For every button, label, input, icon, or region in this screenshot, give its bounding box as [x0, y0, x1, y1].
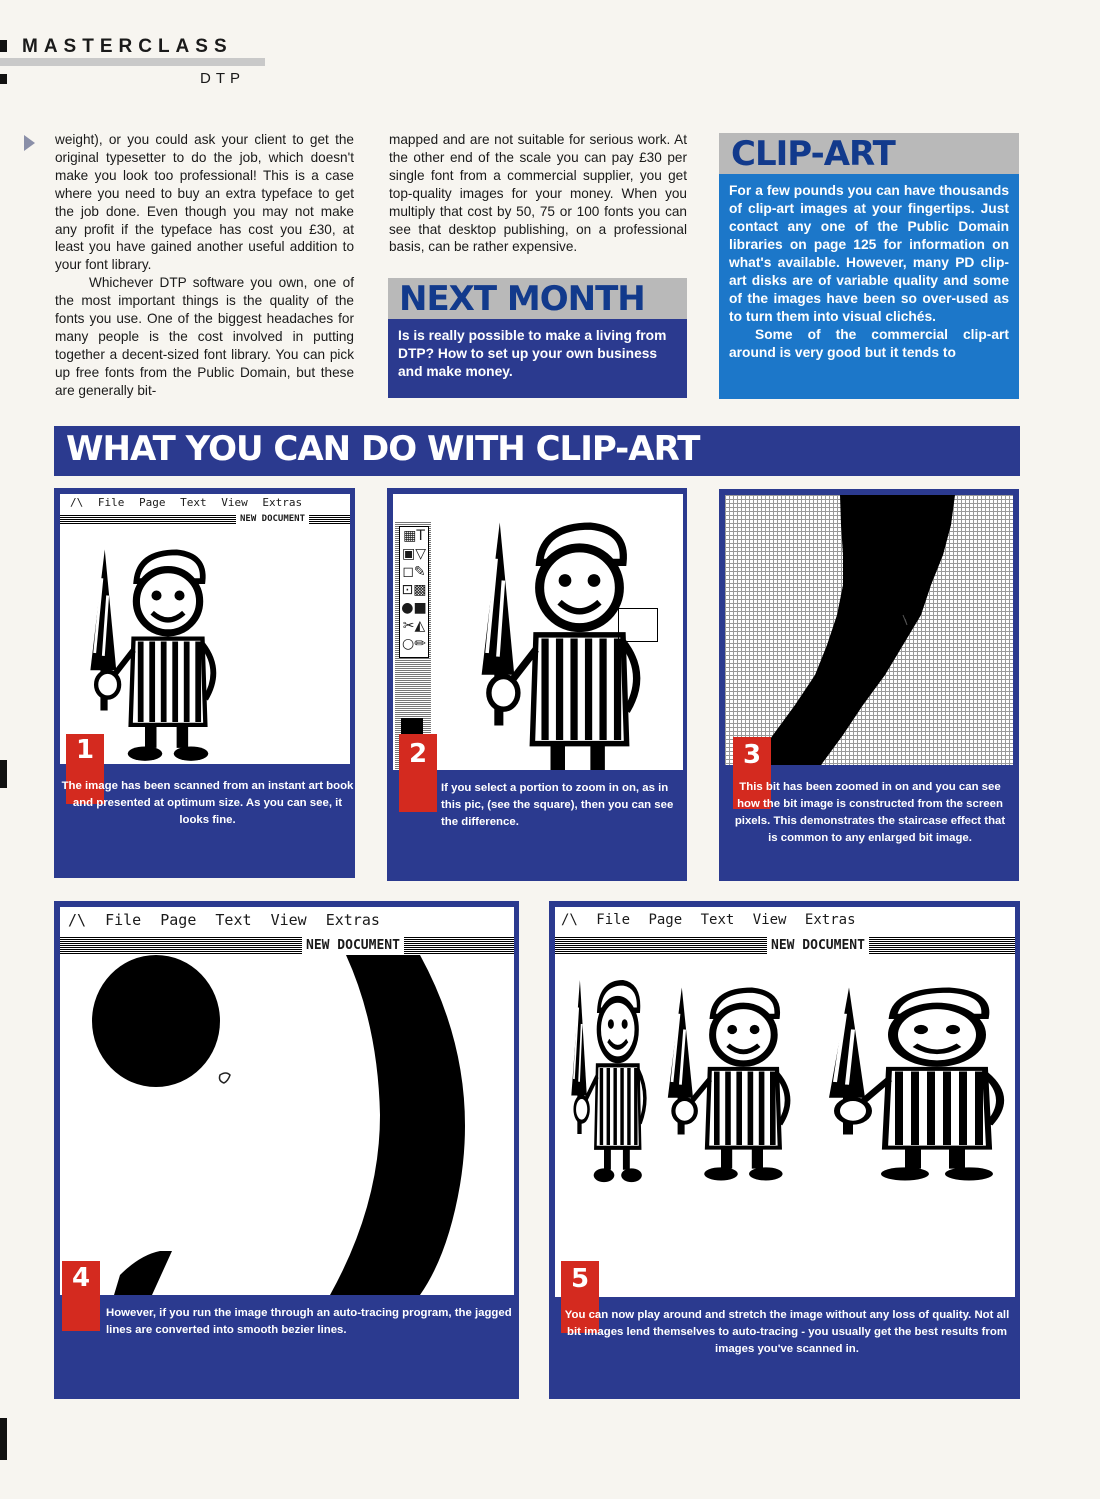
window-title: NEW DOCUMENT: [302, 937, 404, 955]
step-number: 5: [561, 1261, 599, 1333]
section-title: MASTERCLASS: [22, 36, 233, 57]
atari-logo-icon: /\: [561, 912, 578, 928]
menu-text[interactable]: Text: [700, 912, 735, 928]
tool-palette: [395, 522, 431, 770]
clip-art-body: For a few pounds you can have thousands of clip-art images at your fingertips. Just contact any one of the Public Domain libraries on page 125 for information on what's available. However, many PD clip-art disks are of variable quality and some of the images have been so over-used as to turn them into visual clichés.: [729, 183, 1009, 324]
clip-art-body-2: Some of the commercial clip-art around is very good but it tends to: [729, 327, 1009, 360]
window-title-bar[interactable]: [555, 937, 1015, 955]
step-caption: However, if you run the image through an auto-tracing program, the jagged lines are converted into smooth bezier lines.: [106, 1307, 512, 1336]
app-screen: [60, 494, 350, 764]
menu-page[interactable]: Page: [160, 911, 197, 929]
menu-view[interactable]: View: [752, 912, 787, 928]
step-number: 1: [66, 734, 104, 804]
article-paragraph: weight), or you could ask your client to get the original typesetter to do the job, which doesn't make you look too professional! This is a case where you need to buy an extra typeface to get the job done. Even though you may not make any profit if the typeface has cost you £30, at least you have gained another useful addition to your font library.: [55, 132, 354, 273]
article-paragraph: mapped and are not suitable for serious work. At the other end of the scale you can pay £30 per single font from a commercial supplier, you get top-quality images for your money. When you multiply that cost by 50, 75 or 100 fonts you can see that desktop publishing, on a professional basis, can be rather expensive.: [389, 132, 687, 255]
menu-page[interactable]: Page: [648, 912, 683, 928]
menu-page[interactable]: Page: [139, 496, 166, 509]
edge-mark: [0, 74, 7, 84]
step-caption: If you select a portion to zoom in on, as in this pic, (see the square), then you can see the difference.: [441, 782, 674, 828]
next-month-box: [388, 278, 687, 398]
subsection-title: DTP: [200, 70, 245, 87]
step-panel-2: [387, 488, 687, 881]
header-rule: [0, 58, 265, 66]
step-number: 3: [733, 737, 771, 809]
step-panel-1: [54, 488, 355, 878]
continue-arrow-icon: [22, 134, 36, 152]
menu-view[interactable]: View: [221, 496, 248, 509]
step-number: 4: [62, 1261, 100, 1331]
article-column-2: [389, 131, 687, 256]
atari-logo-icon: /\: [70, 496, 84, 509]
chef-clipart-image: [70, 538, 220, 764]
feature-banner-title: WHAT YOU CAN DO WITH CLIP-ART: [66, 429, 700, 469]
menu-extras[interactable]: Extras: [262, 496, 303, 509]
menu-bar: [60, 907, 514, 931]
step-panel-4: [54, 901, 519, 1399]
menu-text[interactable]: Text: [180, 496, 207, 509]
window-title: NEW DOCUMENT: [767, 937, 869, 955]
article-paragraph: Whichever DTP software you own, one of the most important things is the quality of the fonts you use. One of the biggest headaches for many people is the cost involved in putting together a decent-sized font library. You can pick up free fonts from the Public Domain, but these are generally bit-: [55, 275, 354, 398]
window-title: NEW DOCUMENT: [236, 513, 309, 525]
step-caption: The image has been scanned from an instant art book and presented at optimum size. As you can see, it looks fine.: [61, 780, 354, 826]
step-number: 2: [399, 734, 437, 812]
atari-logo-icon: /\: [68, 911, 87, 929]
next-month-title: NEXT MONTH: [388, 278, 687, 319]
window-title-bar[interactable]: [60, 937, 514, 955]
menu-file[interactable]: File: [596, 912, 631, 928]
app-screen: [555, 907, 1015, 1297]
app-screen: [60, 907, 514, 1295]
edge-mark: [0, 40, 7, 52]
clip-art-box: [719, 133, 1019, 399]
chef-clipart-narrow: [561, 969, 647, 1189]
zoomed-bitmap-curve: [725, 495, 1013, 765]
step-panel-5: [549, 901, 1020, 1399]
step-caption: You can now play around and stretch the image without any loss of quality. Not all bit images lend themselves to auto-tracing - you usually get the best results from images you've scanned in.: [564, 1309, 1010, 1355]
chef-clipart-wide: [805, 977, 1005, 1187]
article-column-1: [55, 131, 354, 400]
clip-art-title: CLIP-ART: [719, 133, 1019, 174]
menu-bar: [555, 907, 1015, 931]
menu-view[interactable]: View: [270, 911, 307, 929]
menu-bar: [60, 494, 350, 512]
zoom-selection-square[interactable]: [618, 608, 658, 642]
edge-mark: [0, 760, 7, 788]
chef-clipart-normal: [651, 977, 791, 1187]
menu-extras[interactable]: Extras: [325, 911, 380, 929]
tool-icons[interactable]: ▦T ▣▽ ◻✎ ⊡▩ ●■ ✂◭ ○✏: [399, 526, 429, 658]
menu-extras[interactable]: Extras: [804, 912, 856, 928]
traced-smooth-image: [60, 955, 514, 1295]
menu-file[interactable]: File: [105, 911, 142, 929]
next-month-body: Is is really possible to make a living from DTP? How to set up your own business and make money.: [398, 328, 667, 379]
step-caption: This bit has been zoomed in on and you can see how the bit image is constructed from the screen pixels. This demonstrates the staircase effect that is common to any enlarged bit image.: [734, 781, 1006, 844]
edge-mark: [0, 1418, 7, 1460]
step-panel-3: [719, 489, 1019, 881]
app-screen: [393, 494, 683, 770]
menu-file[interactable]: File: [97, 496, 125, 509]
menu-text[interactable]: Text: [215, 911, 252, 929]
zoomed-pixel-grid: [725, 495, 1013, 765]
window-title-bar[interactable]: [60, 514, 350, 525]
